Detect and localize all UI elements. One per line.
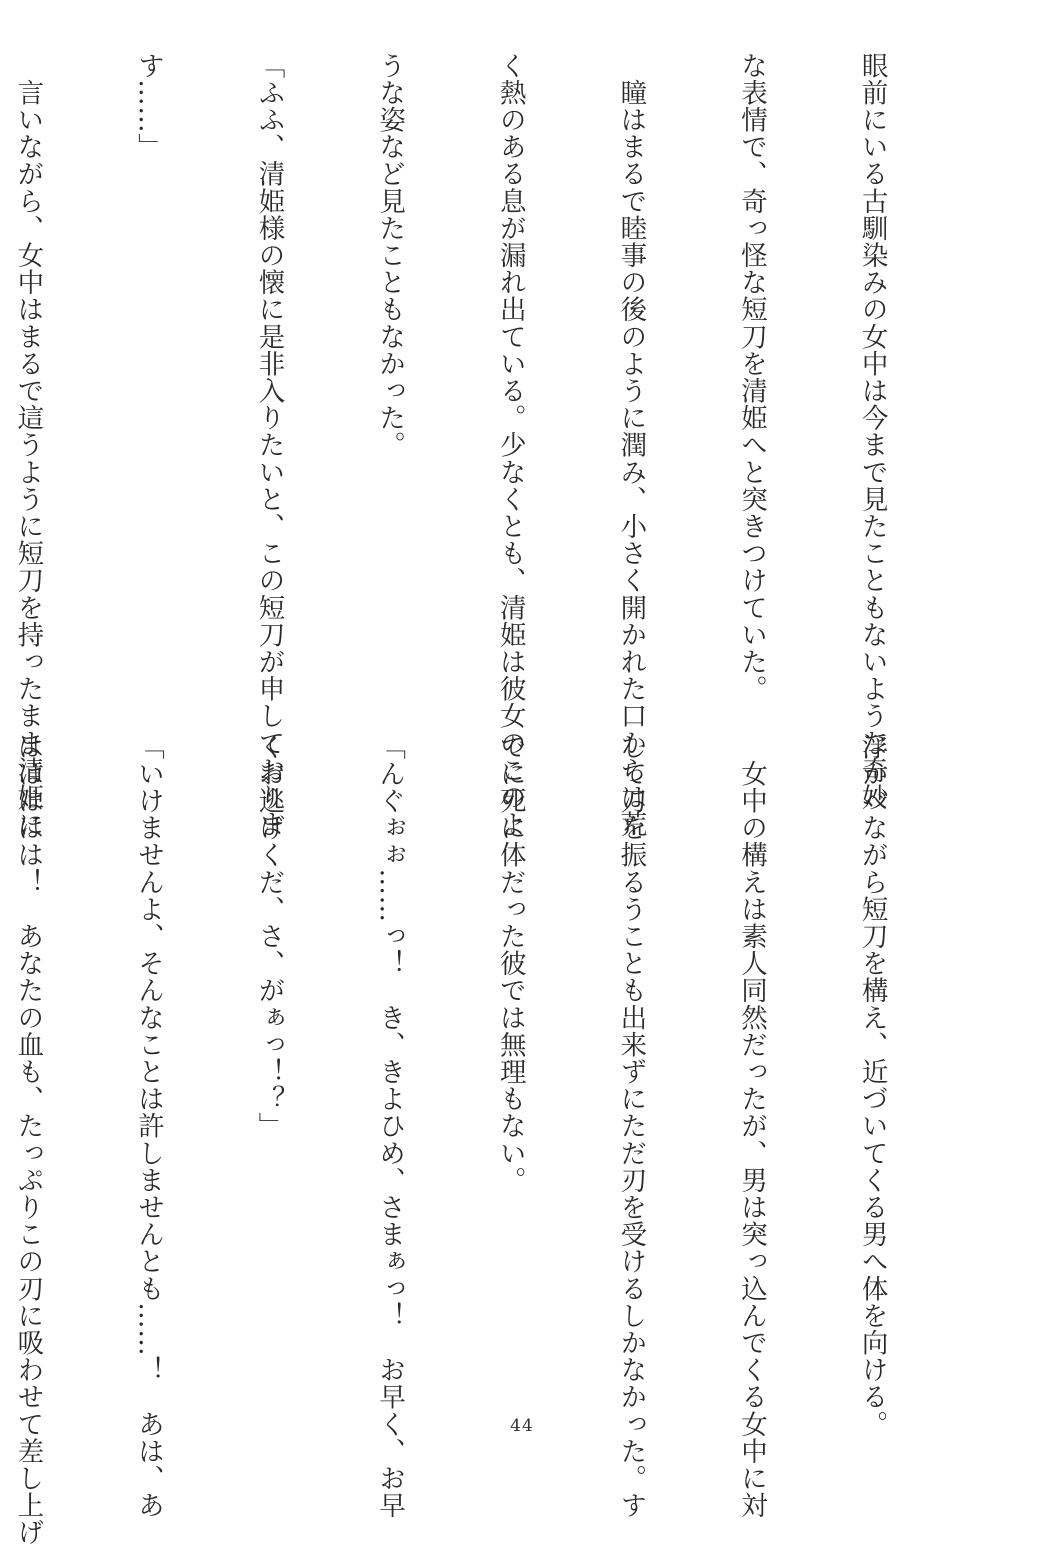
text-line: な表情で、奇っ怪な短刀を清姫へと突きつけていた。 bbox=[735, 52, 767, 703]
text-line: 「いけませんよ、そんなことは許しませんとも……！ あは、あ bbox=[132, 733, 164, 1519]
page-number: 44 bbox=[510, 1416, 534, 1436]
text-line: うな姿など見たこともなかった。 bbox=[374, 52, 406, 459]
text-line: くお逃げくだ、さ、がぁっ！？」 bbox=[253, 733, 285, 1140]
text-line: 「ふふ、清姫様の懐に是非入りたいと、この短刀が申しておりま bbox=[253, 52, 285, 838]
text-line: 言いながら、女中はまるで這うように短刀を持ったまま清姫に bbox=[12, 52, 44, 838]
text-line: でに死に体だった彼では無理もない。 bbox=[494, 733, 526, 1194]
text-line: 瞳はまるで睦事の後のように潤み、小さく開かれた口からは荒 bbox=[615, 52, 647, 838]
upper-text-block bbox=[12, 52, 972, 838]
text-line: 眼前にいる古馴染みの女中は今まで見たこともないような奇妙 bbox=[856, 52, 888, 811]
text-line: す……」 bbox=[132, 52, 164, 161]
text-line: く熱のある息が漏れ出ている。少なくとも、清姫は彼女のこのよ bbox=[494, 52, 526, 838]
text-line: 「んぐぉぉ……っ！ き、きよひめ、さまぁっ！ お早く、お早 bbox=[374, 733, 406, 1519]
text-line: して刀を振るうことも出来ずにただ刃を受けるしかなかった。す bbox=[615, 733, 647, 1519]
text-line: ははははは！ あなたの血も、たっぷりこの刃に吸わせて差し上げ bbox=[12, 733, 44, 1546]
text-line: 浮かべながら短刀を構え、近づいてくる男へ体を向ける。 bbox=[856, 733, 888, 1438]
text-line: 女中の構えは素人同然だったが、男は突っ込んでくる女中に対 bbox=[735, 733, 767, 1519]
